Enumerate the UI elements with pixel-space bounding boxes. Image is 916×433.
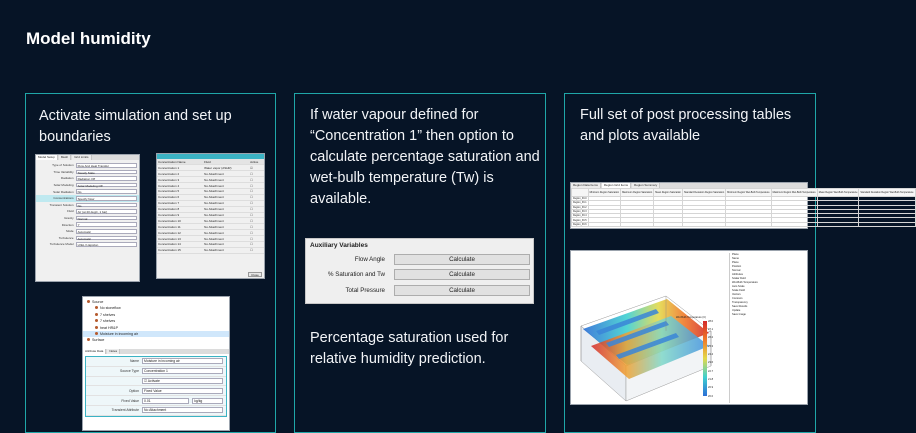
results-header-cell: Maximum Region Wet-Bulb Temperature: [771, 189, 817, 197]
setup-field-label: Radiation: [60, 176, 74, 181]
setup-field-row: [36, 182, 139, 189]
property-label[interactable]: Attributes: [732, 273, 743, 276]
attribute-unit[interactable]: kg/kg: [192, 398, 223, 404]
property-label[interactable]: Plane: [732, 261, 739, 264]
results-header-cell: Minimum Region Wet-Bulb Temperature: [726, 189, 771, 197]
setup-field-row: [36, 221, 139, 228]
property-label[interactable]: Contours: [732, 297, 743, 300]
concentration-name: Concentration 2: [157, 171, 203, 177]
concentration-name: Concentration 14: [157, 241, 203, 247]
concentration-name: Concentration 6: [157, 194, 203, 200]
property-label[interactable]: Position: [732, 265, 742, 268]
close-button[interactable]: Close: [248, 272, 262, 277]
source-icon: [95, 313, 98, 316]
concentration-fluid[interactable]: No Attachment: [203, 230, 249, 236]
setup-field-label: Direction: [61, 222, 74, 227]
panel-aux-text-bottom: Percentage saturation used for relative humidity prediction.: [310, 330, 509, 367]
auxiliary-variables-panel: [305, 238, 534, 304]
source-icon: [95, 306, 98, 309]
concentration-active-checkbox[interactable]: ☐: [249, 171, 264, 177]
setup-field-value[interactable]: No: [76, 203, 137, 208]
concentration-active-checkbox[interactable]: ☐: [249, 188, 264, 194]
panel-post-text: Full set of post processing tables and plots available: [580, 107, 792, 144]
setup-field-value[interactable]: Solar Modeling Off: [76, 183, 137, 188]
plot-window: [570, 250, 808, 405]
setup-field-label: Gravity: [64, 216, 74, 221]
source-icon: [87, 300, 90, 303]
concentration-fluid[interactable]: No Attachment: [203, 177, 249, 183]
results-header-cell: Standard Deviation Region Wet-Bulb Temperature: [859, 189, 915, 197]
slide-title: Model humidity: [26, 29, 151, 48]
results-cell: [621, 222, 654, 226]
tree-item-label: 7 shelves: [100, 312, 116, 317]
concentration-active-checkbox[interactable]: ☐: [249, 194, 264, 200]
results-cell: [817, 222, 859, 226]
attribute-row: [86, 386, 226, 396]
tree-item-label: Source: [92, 300, 104, 304]
results-header-cell: Mean Region Wet-Bulb Temperature: [817, 189, 859, 197]
attribute-label: Transient Attribute: [111, 408, 139, 413]
setup-field-row: [36, 188, 139, 195]
results-region-name: Region_39.0: [573, 197, 587, 201]
results-region-name: Region_39.1: [573, 201, 587, 205]
attribute-value[interactable]: Concentration 1: [142, 368, 223, 374]
concentration-active-checkbox[interactable]: ☐: [249, 230, 264, 236]
attribute-row: [86, 357, 226, 367]
setup-field-value[interactable]: Radiation Off: [76, 176, 137, 181]
attribute-tab[interactable]: Notes: [107, 349, 120, 354]
setup-field-value[interactable]: Automatic: [76, 229, 137, 234]
colorbar-tick-label: 24.4: [708, 352, 714, 356]
colorbar-tick-label: 28.0: [708, 319, 714, 323]
results-region-name: Region_39.4: [573, 214, 587, 218]
attribute-row: [86, 396, 226, 406]
attribute-label: Source Type: [120, 369, 139, 374]
concentration-name: Concentration 12: [157, 230, 203, 236]
concentration-fluid[interactable]: No Attachment: [203, 218, 249, 224]
concentration-active-checkbox[interactable]: ☐: [249, 236, 264, 242]
setup-field-value[interactable]: Flow And Heat Transfer: [76, 163, 137, 168]
concentration-active-checkbox[interactable]: ☐: [249, 247, 264, 253]
attribute-label: Option: [129, 388, 139, 393]
attribute-row: [86, 377, 226, 387]
attribute-row: [86, 367, 226, 377]
results-cell: [771, 222, 817, 226]
concentration-fluid[interactable]: No Attachment: [203, 212, 249, 218]
concentration-fluid[interactable]: No Attachment: [203, 206, 249, 212]
source-icon: [95, 326, 98, 329]
setup-field-row: [36, 241, 139, 248]
properties-panel: [729, 253, 807, 403]
aux-label-total-pressure: Total Pressure: [345, 287, 385, 294]
concentration-header: Fluid: [203, 159, 249, 165]
results-region-name: Region_39.2: [573, 205, 587, 209]
colorbar-tick-label: 20.9: [708, 386, 714, 390]
concentration-active-checkbox[interactable]: ☐: [249, 206, 264, 212]
aux-label-saturation: % Saturation and Tw: [328, 271, 385, 278]
concentration-active-checkbox[interactable]: ☑: [249, 165, 264, 171]
concentration-name: Concentration 9: [157, 212, 203, 218]
concentration-fluid[interactable]: No Attachment: [203, 188, 249, 194]
tree-item-label: heat HR&P: [100, 325, 118, 330]
panel-setup-text: Activate simulation and set up boundaries: [39, 108, 232, 145]
setup-field-label: Solar Modeling: [53, 183, 74, 188]
concentration-fluid[interactable]: No Attachment: [203, 224, 249, 230]
source-icon: [95, 319, 98, 322]
setup-field-value[interactable]: Air (at 20 degC, 1 bar): [76, 209, 137, 214]
results-header-cell: Minimum Region Saturation: [588, 189, 621, 197]
property-label[interactable]: Save Results: [732, 305, 748, 308]
colorbar-tick-label: 23.6: [708, 361, 714, 365]
model-setup-tab[interactable]: Model Setup: [36, 155, 58, 160]
concentration-active-checkbox[interactable]: ☐: [249, 200, 264, 206]
setup-field-label: Transient Solution: [49, 202, 74, 207]
tree-item-label: Moisture in incoming air: [100, 331, 138, 336]
concentration-active-checkbox[interactable]: ☐: [249, 241, 264, 247]
property-label[interactable]: Update: [732, 309, 741, 312]
panel-aux-text-top: If water vapour defined for “Concentration 1” then option to calculate percentage saturation and wet-bulb temperature (Tw) is available.: [310, 107, 540, 207]
calculate-saturation-button[interactable]: Calculate: [394, 269, 530, 280]
setup-field-label: Time Variability: [53, 169, 74, 174]
setup-field-label: Turbulence Model: [49, 242, 74, 247]
results-header-cell: [572, 189, 589, 197]
setup-field-value[interactable]: No: [76, 189, 137, 194]
results-cell: [859, 222, 915, 226]
concentration-active-checkbox[interactable]: ☐: [249, 224, 264, 230]
concentration-name: Concentration 5: [157, 188, 203, 194]
concentration-active-checkbox[interactable]: ☐: [249, 177, 264, 183]
setup-field-row: [36, 195, 139, 202]
calculate-flow-angle-button[interactable]: Calculate: [394, 254, 530, 265]
concentration-fluid[interactable]: No Attachment: [203, 241, 249, 247]
setup-field-label: Fluid: [67, 209, 74, 214]
calculate-total-pressure-button[interactable]: Calculate: [394, 285, 530, 296]
setup-field-value[interactable]: Steady State: [76, 170, 137, 175]
concentration-active-checkbox[interactable]: ☐: [249, 183, 264, 189]
results-cell: [683, 222, 726, 226]
property-label[interactable]: Name: [732, 257, 739, 260]
results-header-cell: Standard Deviation Region Saturation: [683, 189, 726, 197]
colorbar-tick-label: 20.0: [708, 394, 714, 398]
attribute-value[interactable]: ☑ Activate: [142, 378, 223, 384]
colorbar-tick-label: 25.3: [708, 344, 714, 348]
results-header-row: [572, 189, 916, 197]
aux-label-flow-angle: Flow Angle: [354, 256, 385, 263]
source-icon: [95, 332, 98, 335]
colorbar-title: Wet Bulb Temperature (C): [676, 316, 707, 319]
tree-item[interactable]: [83, 337, 229, 343]
model-setup-tab[interactable]: Mesh: [59, 155, 71, 160]
attribute-label: Fixed Value: [121, 398, 139, 403]
concentration-name: Concentration 8: [157, 206, 203, 212]
setup-field-row: [36, 228, 139, 235]
setup-field-row: [36, 175, 139, 182]
plot-3d-view[interactable]: [571, 251, 721, 406]
concentration-fluid[interactable]: No Attachment: [203, 183, 249, 189]
attribute-row: [86, 406, 226, 416]
results-tab[interactable]: Region Grid Items: [602, 183, 631, 188]
attribute-value[interactable]: No Attachment: [142, 407, 223, 413]
attribute-value[interactable]: 0.01: [142, 398, 189, 404]
colorbar-tick-label: 21.8: [708, 377, 714, 381]
concentration-name: Concentration 11: [157, 224, 203, 230]
property-label[interactable]: Auto Scale: [732, 285, 745, 288]
attribute-tab[interactable]: Attribute Data: [83, 349, 106, 354]
setup-field-label: Concentrations: [53, 196, 74, 201]
tree-item-label: Surface: [92, 338, 105, 343]
concentration-name: Concentration 3: [157, 177, 203, 183]
setup-field-row: [36, 215, 139, 222]
concentration-row[interactable]: [157, 247, 264, 253]
property-label[interactable]: Plane: [732, 253, 739, 256]
results-region-name: Region_39.5: [573, 218, 587, 222]
results-table-window: [570, 182, 914, 229]
setup-field-row: [36, 202, 139, 209]
property-label[interactable]: Transparency: [732, 301, 748, 304]
setup-field-row: [36, 235, 139, 242]
model-setup-tab[interactable]: Grid Limits: [72, 155, 91, 160]
attribute-value[interactable]: Moisture in incoming air: [142, 358, 223, 364]
concentration-window: [156, 153, 265, 279]
results-row[interactable]: [572, 222, 916, 226]
results-region-name: Region_39.3: [573, 210, 587, 214]
property-label[interactable]: Save Image: [732, 313, 746, 316]
setup-field-value[interactable]: Y: [76, 222, 137, 227]
results-cell: [654, 222, 683, 226]
setup-field-label: Mode: [66, 229, 74, 234]
concentration-active-checkbox[interactable]: ☐: [249, 212, 264, 218]
setup-field-row: [36, 162, 139, 169]
property-label[interactable]: Vectors: [732, 293, 741, 296]
aux-title: Auxiliary Variables: [310, 242, 368, 249]
results-region-name: Region_39.6: [573, 222, 587, 226]
colorbar-tick-label: 22.7: [708, 369, 714, 373]
concentration-fluid[interactable]: No Attachment: [203, 247, 249, 253]
property-label[interactable]: Scalar Field: [732, 277, 746, 280]
setup-field-row: [36, 169, 139, 176]
concentration-fluid[interactable]: No Attachment: [203, 200, 249, 206]
concentration-fluid[interactable]: Water vapor (ASHR): [203, 165, 249, 171]
attribute-value[interactable]: Fixed Value: [142, 388, 223, 394]
results-header-cell: Mean Region Saturation: [654, 189, 683, 197]
colorbar: [703, 321, 707, 396]
setup-field-value[interactable]: Specify Now: [76, 196, 137, 201]
property-label[interactable]: Scale Field: [732, 289, 745, 292]
setup-field-value[interactable]: Normal: [76, 216, 137, 221]
results-tab[interactable]: Region Data Items: [571, 183, 601, 188]
setup-field-label: Turbulence: [58, 235, 74, 240]
tree-item-label: No stoneflow: [100, 306, 121, 311]
model-setup-window: [35, 154, 140, 282]
setup-field-label: Solar Radiation: [53, 189, 74, 194]
property-label[interactable]: Wet-Bulb Temperature: [732, 281, 758, 284]
concentration-name: Concentration 10: [157, 218, 203, 224]
results-tab[interactable]: Region Summary: [632, 183, 660, 188]
results-header-cell: Maximum Region Saturation: [621, 189, 654, 197]
setup-field-label: Type of Solution: [52, 163, 74, 168]
concentration-fluid[interactable]: No Attachment: [203, 171, 249, 177]
concentration-name: Concentration 15: [157, 247, 203, 253]
concentration-active-checkbox[interactable]: ☐: [249, 218, 264, 224]
property-label[interactable]: Normal: [732, 269, 741, 272]
concentration-header: Active: [249, 159, 264, 165]
source-icon: [87, 338, 90, 341]
setup-field-value[interactable]: Automatic: [76, 236, 137, 241]
concentration-name: Concentration 1: [157, 165, 203, 171]
results-cell: [588, 222, 621, 226]
attribute-label: Name: [129, 359, 139, 364]
setup-field-row: [36, 208, 139, 215]
tree-item-label: 7 shelves: [100, 319, 116, 324]
concentration-fluid[interactable]: No Attachment: [203, 236, 249, 242]
concentration-name: Concentration 13: [157, 236, 203, 242]
results-cell: [726, 222, 771, 226]
colorbar-tick-label: 26.2: [708, 336, 714, 340]
concentration-header: Concentration Name: [157, 159, 203, 165]
setup-field-value[interactable]: LVEL K-Epsilon: [76, 242, 137, 247]
source-attribute-window: [82, 296, 230, 431]
concentration-fluid[interactable]: No Attachment: [203, 194, 249, 200]
concentration-name: Concentration 7: [157, 200, 203, 206]
colorbar-tick-label: 27.1: [708, 327, 714, 331]
concentration-name: Concentration 4: [157, 183, 203, 189]
